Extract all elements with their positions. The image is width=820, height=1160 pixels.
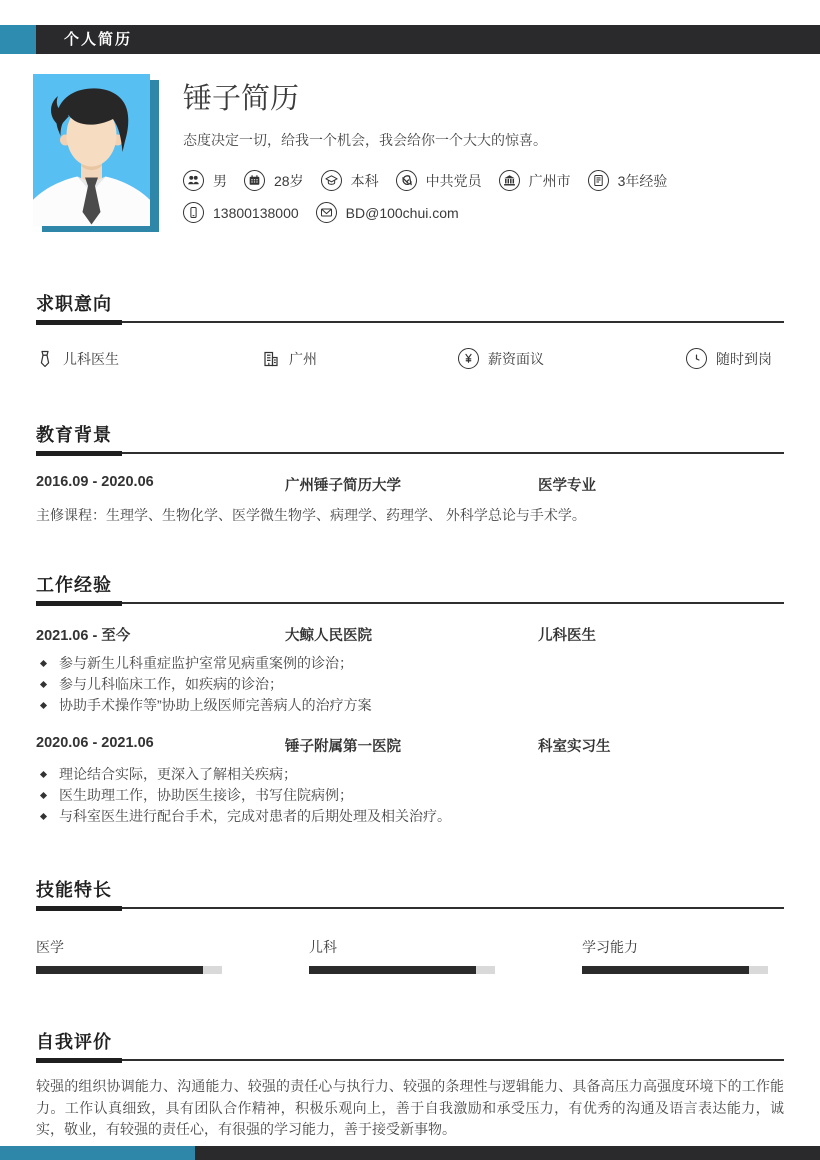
skill-item	[36, 937, 309, 974]
work-entry-header	[36, 624, 784, 645]
skill-bar-track	[582, 966, 768, 974]
bullet-dot	[40, 702, 47, 709]
contact-email-address: BD@100chui.com	[345, 204, 459, 221]
section-title-intention: 求职意向	[36, 293, 784, 323]
party-icon	[396, 170, 417, 191]
experience-icon	[588, 170, 609, 191]
info-gender	[183, 170, 227, 191]
footer-accent-block	[0, 1146, 195, 1160]
education-period: 2016.09 - 2020.06	[36, 474, 154, 490]
footer-bar	[0, 1146, 820, 1160]
phone-icon	[183, 202, 204, 223]
bullet-dot	[40, 681, 47, 688]
bullet-text: 医生助理工作，协助医生接诊，书写住院病例；	[59, 787, 353, 803]
bullet-text: 参与儿科临床工作，如疾病的诊治；	[59, 676, 283, 692]
bullet-text: 协助手术操作等”协助上级医师完善病人的治疗方案	[59, 697, 372, 713]
salary-icon	[458, 348, 479, 369]
info-degree-label: 本科	[350, 172, 379, 189]
info-city-label: 广州市	[528, 172, 571, 189]
intention-availability-label: 随时到岗	[716, 350, 772, 367]
section-title-summary: 自我评价	[36, 1031, 784, 1061]
contact-info-row	[183, 202, 459, 223]
skill-item	[309, 937, 582, 974]
skill-bar-fill	[36, 966, 203, 974]
intention-availability	[686, 348, 784, 369]
skill-label: 医学	[36, 939, 64, 955]
basic-info-row	[183, 170, 667, 191]
info-political-label: 中共党员	[425, 172, 482, 189]
candidate-name: 锤子简历	[183, 83, 300, 115]
section-work-experience	[36, 574, 784, 827]
mail-icon	[316, 202, 337, 223]
intention-city-label: 广州	[289, 350, 317, 367]
info-political	[396, 170, 482, 191]
skill-item	[582, 937, 784, 974]
education-major: 医学专业	[538, 478, 596, 494]
list-item	[36, 806, 784, 827]
contact-phone-number: 13800138000	[213, 204, 299, 221]
education-school: 广州锤子简历大学	[285, 478, 401, 494]
section-education	[36, 424, 784, 525]
info-experience	[588, 170, 668, 191]
bullet-dot	[40, 792, 47, 799]
self-evaluation-text: 较强的组织协调能力、沟通能力、较强的责任心与执行力、较强的条理性与逻辑能力、具备高压力高强度环境下的工作能力。工作认真细致，具有团队合作精神，积极乐观向上，善于自我激励和承受压力，有优秀的沟通及语言表达能力，诚实，敬业，有较强的责任心，有很强的学习能力，善于接受新事物。	[36, 1078, 784, 1137]
info-gender-label: 男	[213, 172, 227, 189]
calendar-icon	[244, 170, 265, 191]
intention-items-row	[36, 348, 784, 369]
bullet-text: 理论结合实际，更深入了解相关疾病；	[59, 766, 297, 782]
list-item	[36, 764, 784, 785]
education-entry	[36, 474, 784, 495]
list-item	[36, 674, 784, 695]
bullet-text: 参与新生儿科重症监护室常见病重案例的诊治；	[59, 655, 353, 671]
clock-icon	[686, 348, 707, 369]
candidate-tagline: 态度决定一切，给我一个机会，我会给你一个大大的惊喜。	[183, 132, 547, 148]
work2-role: 科室实习生	[538, 739, 611, 755]
section-self-evaluation	[36, 1031, 784, 1141]
info-experience-label: 3年经验	[617, 172, 668, 189]
work1-company: 大鲸人民医院	[285, 628, 372, 644]
info-age	[244, 170, 304, 191]
intention-city	[262, 348, 458, 369]
skill-bar-fill	[582, 966, 749, 974]
intention-position-label: 儿科医生	[63, 350, 119, 367]
section-title-skills: 技能特长	[36, 879, 784, 909]
bullet-text: 与科室医生进行配台手术，完成对患者的后期处理及相关治疗。	[59, 808, 451, 824]
tie-icon	[36, 350, 54, 368]
contact-phone	[183, 202, 299, 223]
intention-position	[36, 348, 262, 369]
office-icon	[262, 350, 280, 368]
skill-bar-track	[36, 966, 222, 974]
section-title-education: 教育背景	[36, 424, 784, 454]
skill-label: 学习能力	[582, 939, 638, 955]
list-item	[36, 785, 784, 806]
work1-period: 2021.06 - 至今	[36, 628, 131, 644]
work2-company: 锤子附属第一医院	[285, 739, 401, 755]
bank-icon	[499, 170, 520, 191]
section-job-intention	[36, 293, 784, 369]
section-skills	[36, 879, 784, 974]
info-city	[499, 170, 571, 191]
section-title-work: 工作经验	[36, 574, 784, 604]
info-age-label: 28岁	[274, 172, 304, 189]
top-title-bar	[0, 25, 820, 54]
resume-banner-title: 个人简历	[36, 25, 820, 54]
intention-salary-label: 薪资面议	[488, 350, 544, 367]
bullet-dot	[40, 771, 47, 778]
users-icon	[183, 170, 204, 191]
skills-row	[36, 937, 784, 974]
bullet-dot	[40, 660, 47, 667]
education-courses: 主修课程：生理学、生物化学、医学微生物学、病理学、药理学、 外科学总论与手术学。	[36, 507, 586, 523]
avatar-illustration	[33, 74, 150, 226]
top-accent-block	[0, 25, 36, 54]
graduation-icon	[321, 170, 342, 191]
info-degree	[321, 170, 379, 191]
contact-email	[316, 202, 459, 223]
list-item	[36, 653, 784, 674]
work2-period: 2020.06 - 2021.06	[36, 735, 154, 751]
skill-bar-track	[309, 966, 495, 974]
skill-label: 儿科	[309, 939, 337, 955]
intention-salary	[458, 348, 686, 369]
work1-role: 儿科医生	[538, 628, 596, 644]
work1-bullet-list	[36, 653, 784, 716]
profile-photo	[33, 74, 150, 226]
skill-bar-fill	[309, 966, 476, 974]
bullet-dot	[40, 813, 47, 820]
list-item	[36, 695, 784, 716]
work-entry-header	[36, 735, 784, 756]
footer-dark-bar	[195, 1146, 820, 1160]
work2-bullet-list	[36, 764, 784, 827]
